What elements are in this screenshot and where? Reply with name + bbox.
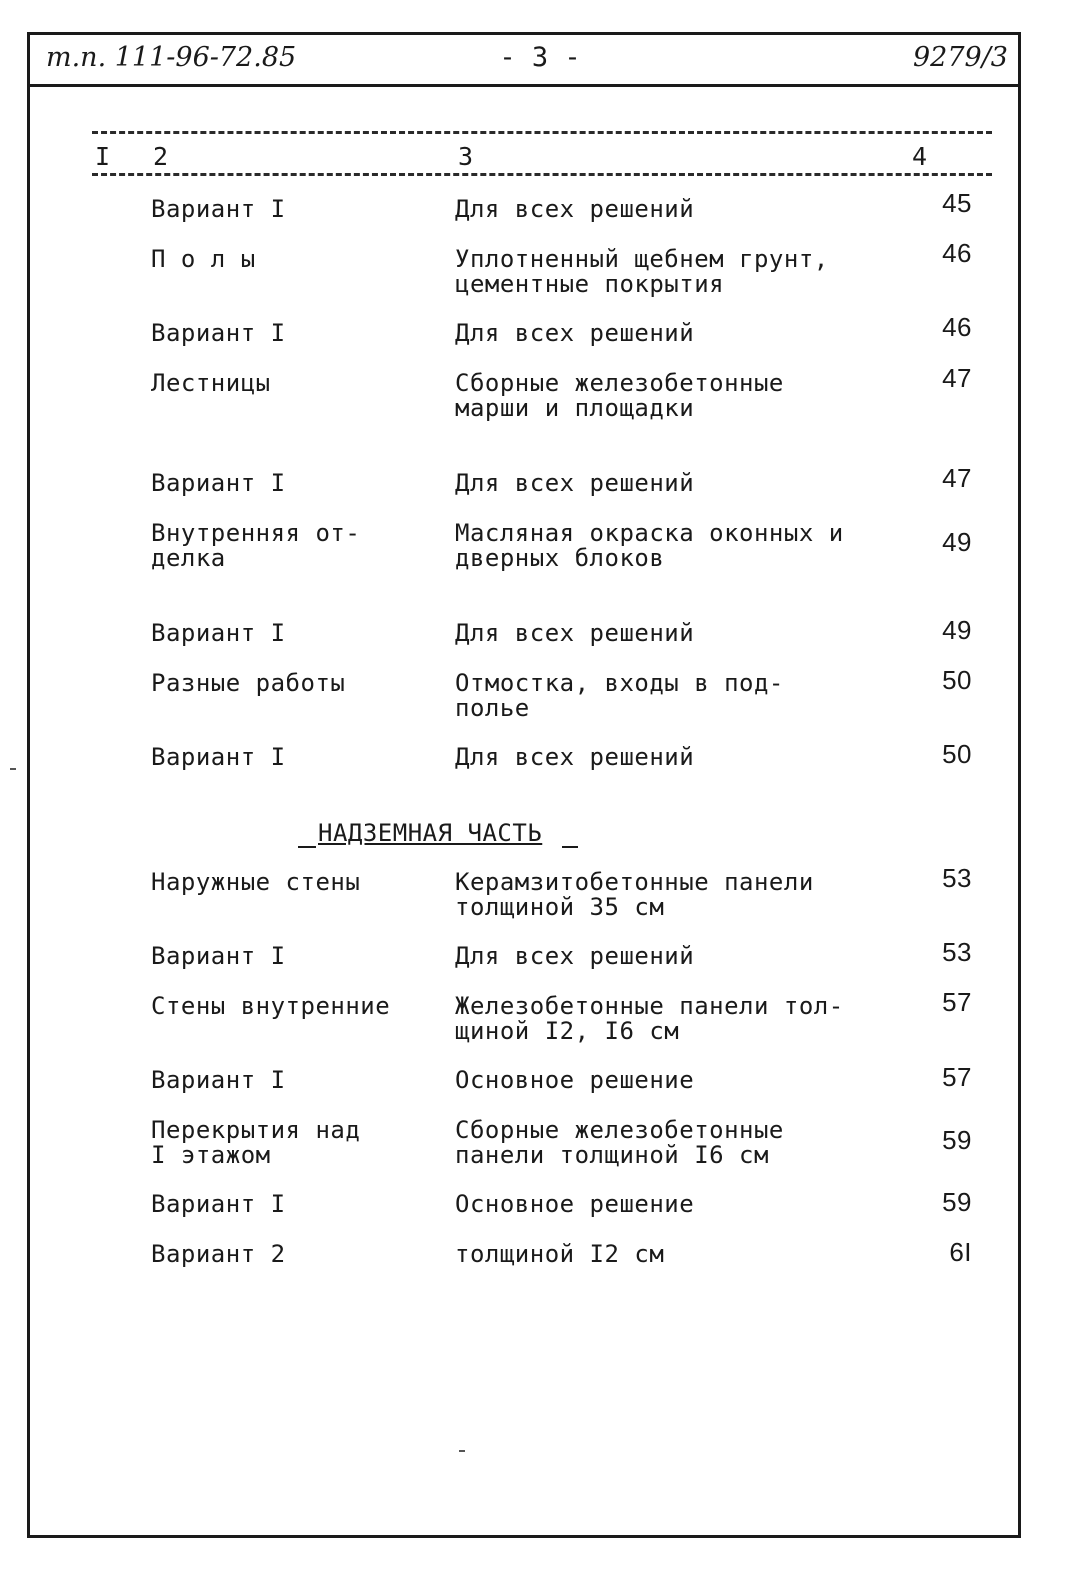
row-description: Основное решение bbox=[455, 1066, 695, 1094]
row-element: Внутренняя от- делка bbox=[151, 519, 361, 572]
row-element: П о л ы bbox=[151, 245, 256, 273]
row-element: Разные работы bbox=[151, 669, 346, 697]
column-number-1: I bbox=[95, 142, 111, 171]
row-description: Сборные железобетонные марши и площадки bbox=[455, 369, 784, 422]
row-element: Вариант I bbox=[151, 743, 286, 771]
row-description: Для всех решений bbox=[455, 942, 695, 970]
row-page: 47 bbox=[942, 363, 972, 393]
row-page: 50 bbox=[942, 665, 972, 695]
document-number: 9279/3 bbox=[913, 42, 1008, 73]
document-code: т.п. 111-96-72.85 bbox=[46, 42, 297, 73]
row-description: Для всех решений bbox=[455, 469, 695, 497]
row-page: 59 bbox=[942, 1125, 972, 1155]
row-page: 47 bbox=[942, 463, 972, 493]
row-description: Уплотненный щебнем грунт, цементные покрытия bbox=[455, 245, 829, 298]
row-page: 53 bbox=[942, 937, 972, 967]
row-element: Вариант I bbox=[151, 319, 286, 347]
row-description: толщиной I2 см bbox=[455, 1240, 665, 1268]
scan-speck bbox=[459, 1450, 465, 1452]
row-description: Масляная окраска оконных и дверных блоков bbox=[455, 519, 844, 572]
table-top-rule bbox=[92, 131, 992, 134]
column-number-4: 4 bbox=[912, 142, 928, 171]
column-number-3: 3 bbox=[458, 142, 474, 171]
row-page: 45 bbox=[942, 188, 972, 218]
row-description: Керамзитобетонные панели толщиной 35 см bbox=[455, 868, 814, 921]
row-description: Для всех решений bbox=[455, 743, 695, 771]
header-rule bbox=[27, 84, 1021, 87]
row-description: Отмостка, входы в под- полье bbox=[455, 669, 784, 722]
page-number: - 3 - bbox=[499, 42, 581, 73]
row-description: Для всех решений bbox=[455, 319, 695, 347]
row-element: Вариант I bbox=[151, 1190, 286, 1218]
row-element: Вариант I bbox=[151, 195, 286, 223]
row-description: Железобетонные панели тол- щиной I2, I6 см bbox=[455, 992, 844, 1045]
row-element: Вариант I bbox=[151, 469, 286, 497]
row-page: 59 bbox=[942, 1187, 972, 1217]
row-page: 49 bbox=[942, 615, 972, 645]
row-page: 57 bbox=[942, 987, 972, 1017]
row-page: 6I bbox=[949, 1237, 972, 1267]
row-page: 49 bbox=[942, 527, 972, 557]
scan-speck bbox=[10, 768, 16, 770]
row-page: 46 bbox=[942, 312, 972, 342]
row-page: 46 bbox=[942, 238, 972, 268]
row-element: Наружные стены bbox=[151, 868, 361, 896]
column-number-2: 2 bbox=[153, 142, 169, 171]
row-description: Сборные железобетонные панели толщиной I6 см bbox=[455, 1116, 784, 1169]
row-page: 53 bbox=[942, 863, 972, 893]
section-rule-left bbox=[298, 846, 316, 848]
section-title: НАДЗЕМНАЯ ЧАСТЬ bbox=[318, 819, 543, 847]
row-element: Вариант 2 bbox=[151, 1240, 286, 1268]
row-page: 50 bbox=[942, 739, 972, 769]
row-description: Для всех решений bbox=[455, 619, 695, 647]
row-element: Вариант I bbox=[151, 1066, 286, 1094]
row-element: Лестницы bbox=[151, 369, 271, 397]
table-header-rule bbox=[92, 173, 992, 176]
row-element: Вариант I bbox=[151, 942, 286, 970]
row-description: Для всех решений bbox=[455, 195, 695, 223]
row-description: Основное решение bbox=[455, 1190, 695, 1218]
row-element: Вариант I bbox=[151, 619, 286, 647]
row-element: Стены внутренние bbox=[151, 992, 391, 1020]
section-rule-right bbox=[562, 846, 578, 848]
row-page: 57 bbox=[942, 1062, 972, 1092]
row-element: Перекрытия над I этажом bbox=[151, 1116, 361, 1169]
